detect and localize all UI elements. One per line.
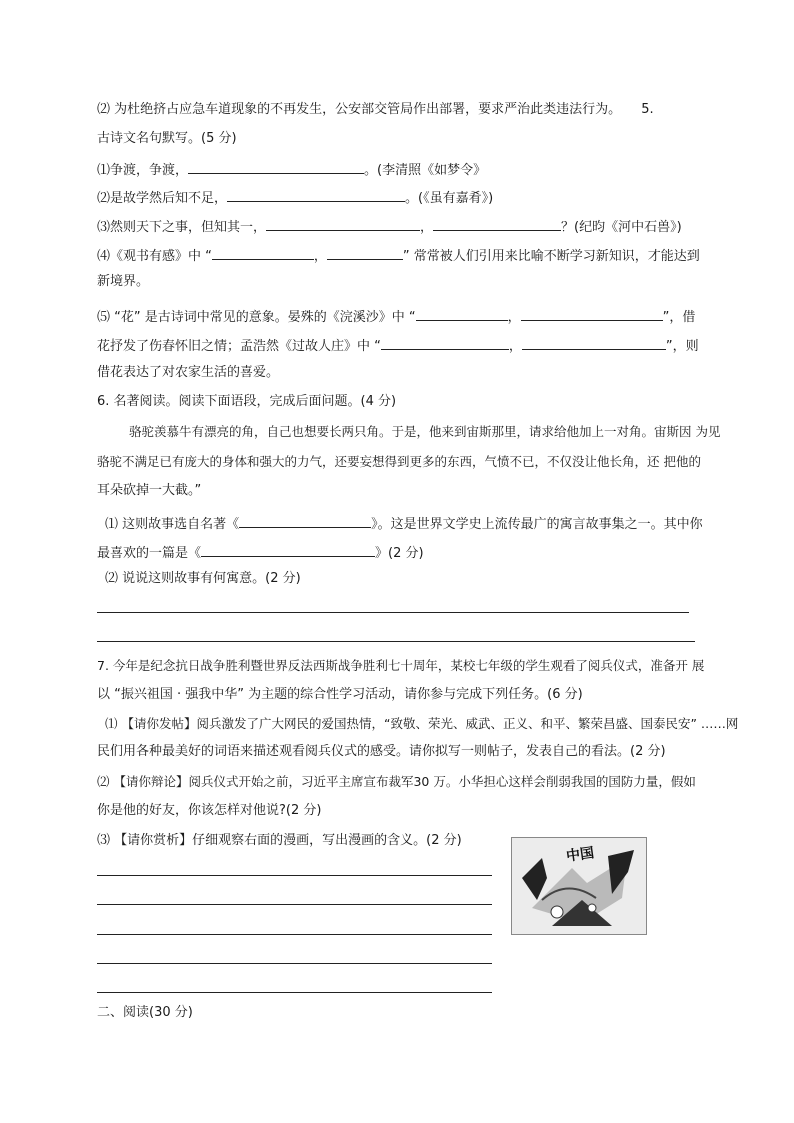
answer-blank[interactable] bbox=[522, 335, 666, 350]
q6-sub-2: ⑵ 说说这则故事有何寓意。(2 分) bbox=[105, 571, 301, 586]
q5-item-5-end: 借花表达了对农家生活的喜爱。 bbox=[97, 365, 280, 380]
answer-line[interactable] bbox=[97, 934, 492, 935]
q5-item-4: ⑷《观书有感》中 “ ， ” 常常被人们引用来比喻不断学习新知识，才能达到 bbox=[97, 245, 700, 266]
answer-line[interactable] bbox=[97, 875, 492, 876]
answer-line[interactable] bbox=[97, 963, 492, 964]
answer-line[interactable] bbox=[97, 612, 689, 613]
q5-item-5-cont: 花抒发了伤春怀旧之情；孟浩然《过故人庄》中 “ ， ”，则 bbox=[97, 335, 699, 356]
q7-task-2-cont: 你是他的好友，你该怎样对他说?(2 分) bbox=[97, 803, 322, 818]
story-title-blank[interactable] bbox=[201, 542, 375, 557]
q7-intro-line: 7. 今年是纪念抗日战争胜利暨世界反法西斯战争胜利七十周年，某校七年级的学生观看了阅兵仪式，准备开 展 bbox=[97, 658, 705, 673]
q6-passage-line: 耳朵砍掉一大截。” bbox=[97, 483, 202, 498]
answer-blank[interactable] bbox=[212, 245, 314, 260]
answer-blank[interactable] bbox=[521, 306, 663, 321]
answer-line[interactable] bbox=[97, 904, 492, 905]
q7-intro-line: 以 “振兴祖国 · 强我中华” 为主题的综合性学习活动，请你参与完成下列任务。(6 分) bbox=[97, 687, 583, 702]
q5-item-2: ⑵是故学然后知不足， 。(《虽有嘉肴》) bbox=[97, 187, 493, 208]
answer-line[interactable] bbox=[97, 641, 695, 642]
answer-line[interactable] bbox=[97, 992, 492, 993]
q7-task-2: ⑵ 【请你辩论】阅兵仪式开始之前，习近平主席宣布裁军30 万。小华担心这样会削弱我国的国防力量，假如 bbox=[97, 774, 696, 789]
q5-item-1: ⑴争渡，争渡， 。(李清照《如梦令》 bbox=[97, 159, 486, 180]
q5-item-5: ⑸ “花” 是古诗词中常见的意象。晏殊的《浣溪沙》中 “ ， ”，借 bbox=[97, 306, 695, 327]
q5-item-3: ⑶然则天下之事，但知其一， ， ？(纪昀《河中石兽》) bbox=[97, 216, 682, 237]
q6-title: 6. 名著阅读。阅读下面语段，完成后面问题。(4 分) bbox=[97, 394, 397, 409]
q7-task-1: ⑴ 【请你发帖】阅兵激发了广大网民的爱国热情，“致敬、荣光、威武、正义、和平、繁荣昌盛、国泰民安” ……网 bbox=[105, 716, 739, 731]
q4-line: ⑵ 为杜绝挤占应急车道现象的不再发生，公安部交管局作出部署，要求严治此类违法行为。 5. bbox=[97, 102, 654, 117]
comic-caption: 中国 bbox=[565, 845, 596, 865]
q5-title: 古诗文名句默写。(5 分) bbox=[97, 131, 237, 146]
book-title-blank[interactable] bbox=[239, 513, 371, 528]
q6-sub-1-cont: 最喜欢的一篇是《 》(2 分) bbox=[97, 542, 424, 563]
comic-image bbox=[511, 837, 647, 935]
q6-passage-line: 骆驼羡慕牛有漂亮的角，自己也想要长两只角。于是，他来到宙斯那里，请求给他加上一对角。宙斯因 为见 bbox=[129, 424, 721, 439]
answer-blank[interactable] bbox=[227, 187, 405, 202]
answer-blank[interactable] bbox=[381, 335, 509, 350]
answer-blank[interactable] bbox=[433, 216, 561, 231]
section-heading: 二、阅读(30 分) bbox=[97, 1005, 193, 1020]
answer-blank[interactable] bbox=[327, 245, 403, 260]
q6-passage-line: 骆驼不满足已有庞大的身体和强大的力气，还要妄想得到更多的东西，气愤不已，不仅没让他长角，还 把他的 bbox=[97, 454, 701, 469]
answer-blank[interactable] bbox=[188, 159, 364, 174]
answer-blank[interactable] bbox=[266, 216, 420, 231]
q5-number: 5. bbox=[641, 102, 654, 117]
q5-item-4-cont: 新境界。 bbox=[97, 274, 150, 289]
answer-blank[interactable] bbox=[416, 306, 508, 321]
q6-sub-1: ⑴ 这则故事选自名著《 》。这是世界文学史上流传最广的寓言故事集之一。其中你 bbox=[105, 513, 703, 534]
q7-task-1-cont: 民们用各种最美好的词语来描述观看阅兵仪式的感受。请你拟写一则帖子，发表自己的看法。(2 分) bbox=[97, 744, 666, 759]
q7-task-3: ⑶ 【请你赏析】仔细观察右面的漫画，写出漫画的含义。(2 分) bbox=[97, 833, 462, 848]
